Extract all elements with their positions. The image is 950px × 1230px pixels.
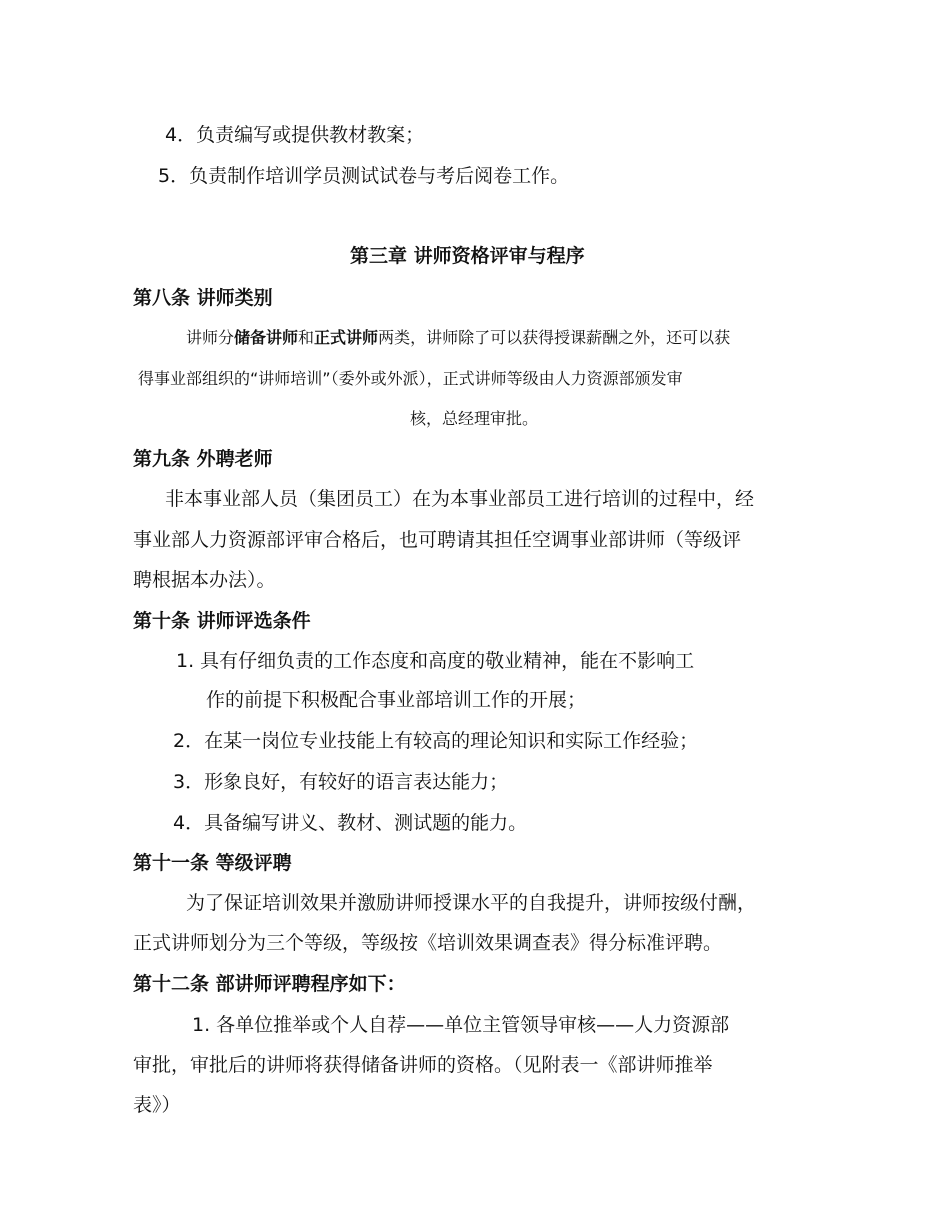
article-12-line-1: 1. 各单位推举或个人自荐——单位主管领导审核——人力资源部: [192, 1014, 730, 1036]
article-8-heading: 第八条 讲师类别: [133, 287, 273, 309]
article-8-line-2: 得事业部组织的“讲师培训”（委外或外派），正式讲师等级由人力资源部颁发审: [138, 369, 683, 388]
article-9-heading: 第九条 外聘老师: [133, 448, 273, 470]
article-10-item-1-line-2: 作的前提下积极配合事业部培训工作的开展；: [206, 689, 587, 711]
article-10-item-1-line-1: 1. 具有仔细负责的工作态度和高度的敬业精神，能在不影响工: [176, 650, 695, 672]
article-12-line-2: 审批，审批后的讲师将获得储备讲师的资格。（见附表一《部讲师推举: [133, 1054, 713, 1076]
article-10-item-2: 2．在某一岗位专业技能上有较高的理论知识和实际工作经验；: [173, 730, 699, 752]
article-10-heading: 第十条 讲师评选条件: [133, 610, 311, 632]
article-8-line-3: 核，总经理审批。: [410, 409, 539, 428]
intro-item-5: 5．负责制作培训学员测试试卷与考后阅卷工作。: [158, 165, 570, 187]
article-12-heading: 第十二条 部讲师评聘程序如下：: [133, 973, 406, 995]
article-11-line-2: 正式讲师划分为三个等级，等级按《培训效果调查表》得分标准评聘。: [133, 932, 723, 954]
article-9-line-3: 聘根据本办法）。: [133, 569, 276, 591]
intro-item-4: 4．负责编写或提供教材教案；: [165, 124, 425, 146]
article-11-heading: 第十一条 等级评聘: [133, 852, 292, 874]
article-10-item-4: 4．具备编写讲义、教材、测试题的能力。: [173, 812, 528, 834]
article-8-line-1: 讲师分储备讲师和正式讲师两类，讲师除了可以获得授课薪酬之外，还可以获: [186, 328, 731, 347]
chapter-title: 第三章 讲师资格评审与程序: [350, 245, 585, 267]
article-12-line-3: 表》）: [133, 1094, 181, 1116]
article-9-line-1: 非本事业部人员（集团员工）在为本事业部员工进行培训的过程中，经: [165, 488, 755, 510]
article-10-item-3: 3．形象良好，有较好的语言表达能力；: [173, 771, 509, 793]
article-11-line-1: 为了保证培训效果并激励讲师授课水平的自我提升，讲师按级付酬，: [186, 892, 757, 914]
article-9-line-2: 事业部人力资源部评审合格后，也可聘请其担任空调事业部讲师（等级评: [133, 529, 742, 551]
